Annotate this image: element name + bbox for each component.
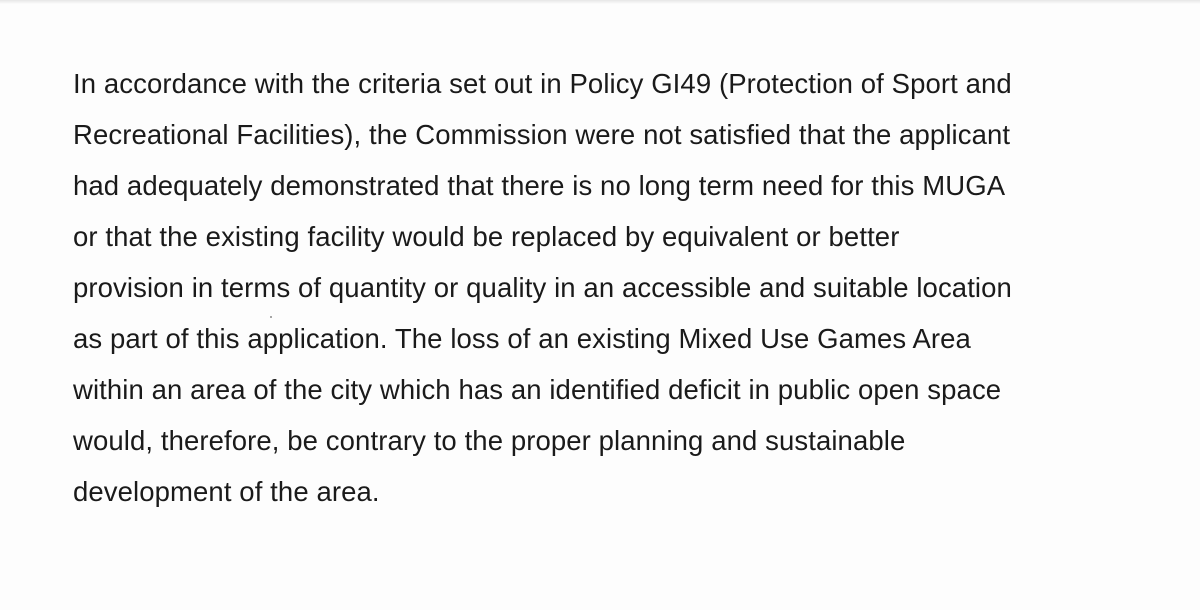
paragraph-line-2: Recreational Facilities), the Commission were not satisfied that the applicant <box>73 119 1011 150</box>
paragraph-line-8: would, therefore, be contrary to the proper planning and sustainable <box>73 425 906 456</box>
policy-paragraph <box>73 58 1183 517</box>
paragraph-line-9: development of the area. <box>73 476 380 507</box>
paragraph-line-6: as part of this application. The loss of an existing Mixed Use Games Area <box>73 323 971 354</box>
paragraph-line-7: within an area of the city which has an identified deficit in public open space <box>73 374 1002 405</box>
scan-speck <box>270 316 272 318</box>
paragraph-line-5: provision in terms of quantity or quality in an accessible and suitable location <box>73 272 1012 303</box>
scan-edge <box>0 0 1200 4</box>
paragraph-line-4: or that the existing facility would be replaced by equivalent or better <box>73 221 900 252</box>
paragraph-line-1: In accordance with the criteria set out in Policy GI49 (Protection of Sport and <box>73 68 1012 99</box>
paragraph-line-3: had adequately demonstrated that there is no long term need for this MUGA <box>73 170 1006 201</box>
